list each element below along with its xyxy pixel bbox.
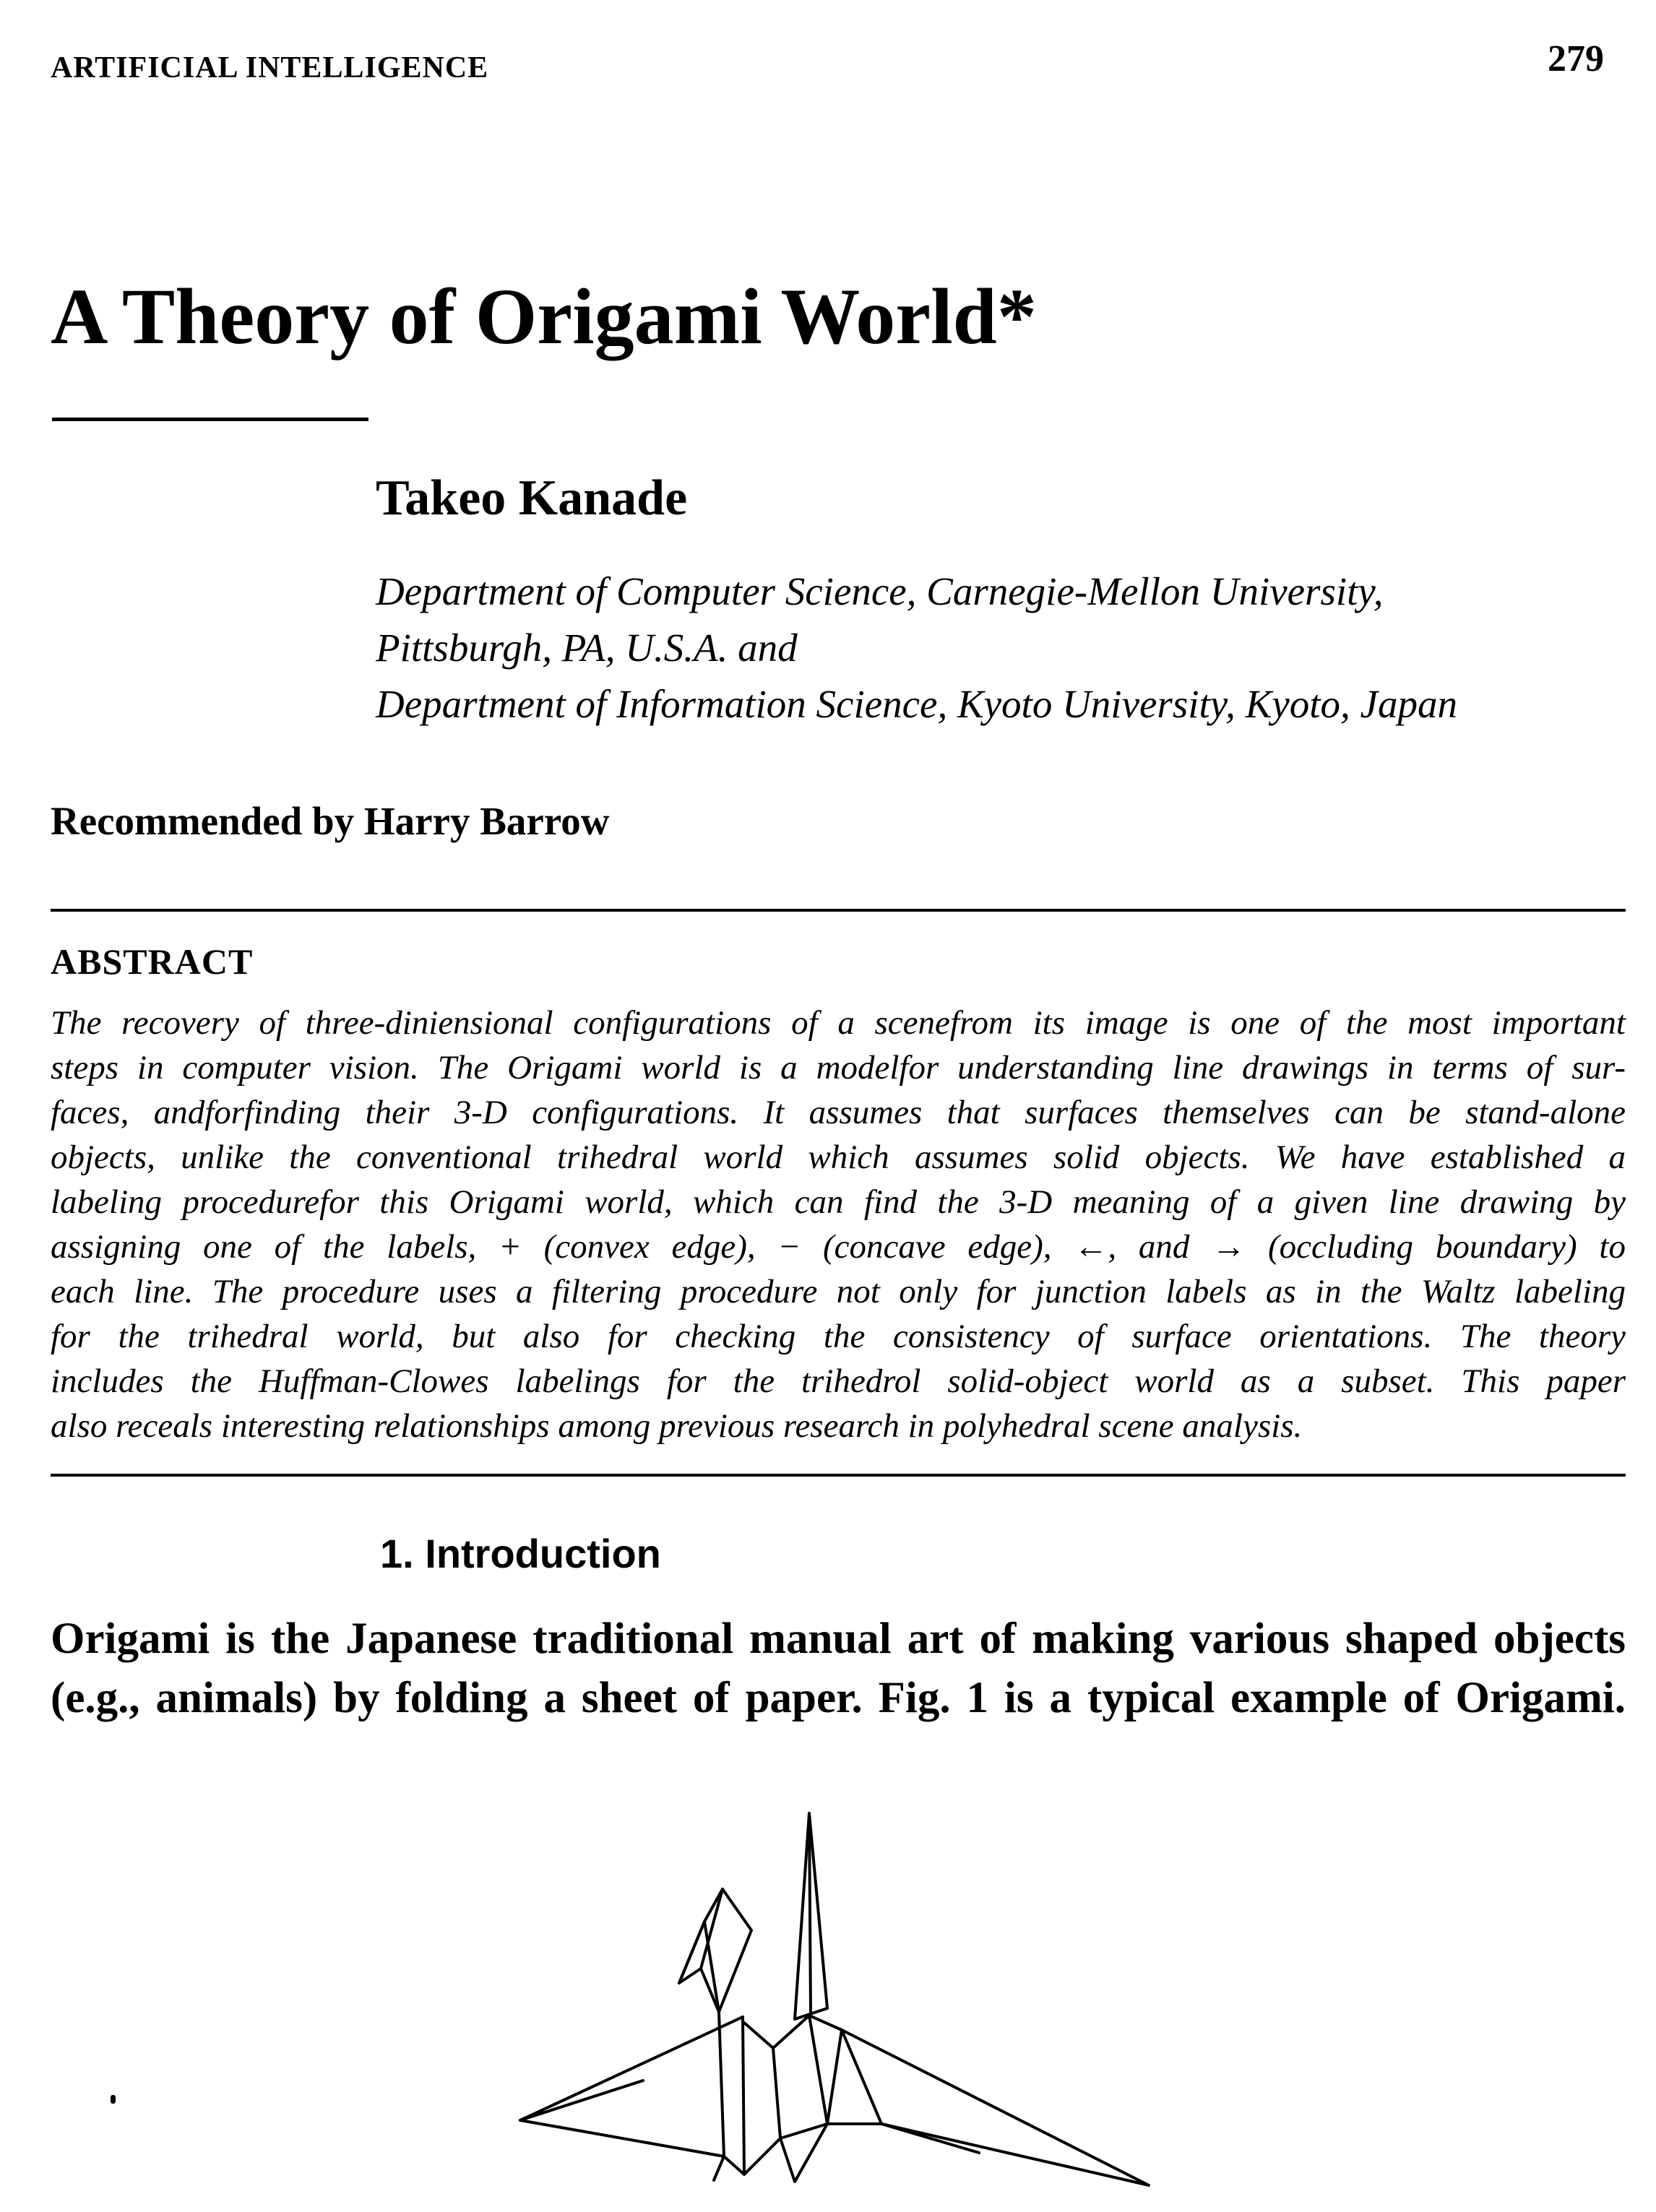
abstract-line: each line. The procedure uses a filtering procedure not only for junction labels as in the Waltz labeling <box>51 1273 1626 1310</box>
introduction-body <box>51 1610 1626 1728</box>
abstract-line: objects, unlike the conventional trihedral world which assumes solid objects. We have established a <box>51 1139 1626 1176</box>
abstract-line: for the trihedral world, but also for checking the consistency of surface orientations. The theory <box>51 1318 1626 1355</box>
page-number: 279 <box>1548 38 1604 79</box>
body-line: Origami is the Japanese traditional manual art of making various shaped objects <box>51 1615 1626 1663</box>
affiliation-line: Pittsburgh, PA, U.S.A. and <box>376 626 798 670</box>
author-name: Takeo Kanade <box>376 470 688 526</box>
running-head: ARTIFICIAL INTELLIGENCE <box>51 51 489 85</box>
abstract-line: steps in computer vision. The Origami world is a modelfor understanding line drawings in terms of sur- <box>51 1049 1626 1086</box>
abstract-bottom-rule <box>51 1474 1626 1477</box>
abstract-line: assigning one of the labels, + (convex edge), − (concave edge), ←, and → (occluding boundary) to <box>51 1228 1626 1266</box>
section-heading: 1. Introduction <box>380 1531 661 1576</box>
abstract-heading: ABSTRACT <box>51 941 254 982</box>
abstract-body <box>51 1001 1626 1448</box>
body-line: (e.g., animals) by folding a sheet of paper. Fig. 1 is a typical example of Origami. <box>51 1674 1626 1722</box>
scan-speck <box>111 2095 116 2104</box>
title-divider <box>52 418 368 421</box>
recommended-by: Recommended by Harry Barrow <box>51 799 610 843</box>
author-affiliation <box>376 563 1457 733</box>
abstract-line: includes the Huffman-Clowes labelings for the trihedrol solid-object world as a subset. This paper <box>51 1362 1626 1400</box>
affiliation-line: Department of Information Science, Kyoto University, Kyoto, Japan <box>376 682 1457 726</box>
abstract-line: labeling procedurefor this Origami world, which can find the 3-D meaning of a given line drawing by <box>51 1183 1626 1221</box>
origami-crane-icon <box>434 1763 1170 2212</box>
affiliation-line: Department of Computer Science, Carnegie-Mellon University, <box>376 569 1384 613</box>
abstract-line: also receals interesting relationships among previous research in polyhedral scene analysis. <box>51 1407 1303 1445</box>
abstract-line: faces, andforfinding their 3-D configurations. It assumes that surfaces themselves can be stand-alone <box>51 1094 1626 1131</box>
abstract-line: The recovery of three-diniensional configurations of a scenefrom its image is one of the most important <box>51 1004 1626 1042</box>
abstract-top-rule <box>51 909 1626 912</box>
paper-title: A Theory of Origami World* <box>51 272 1037 360</box>
